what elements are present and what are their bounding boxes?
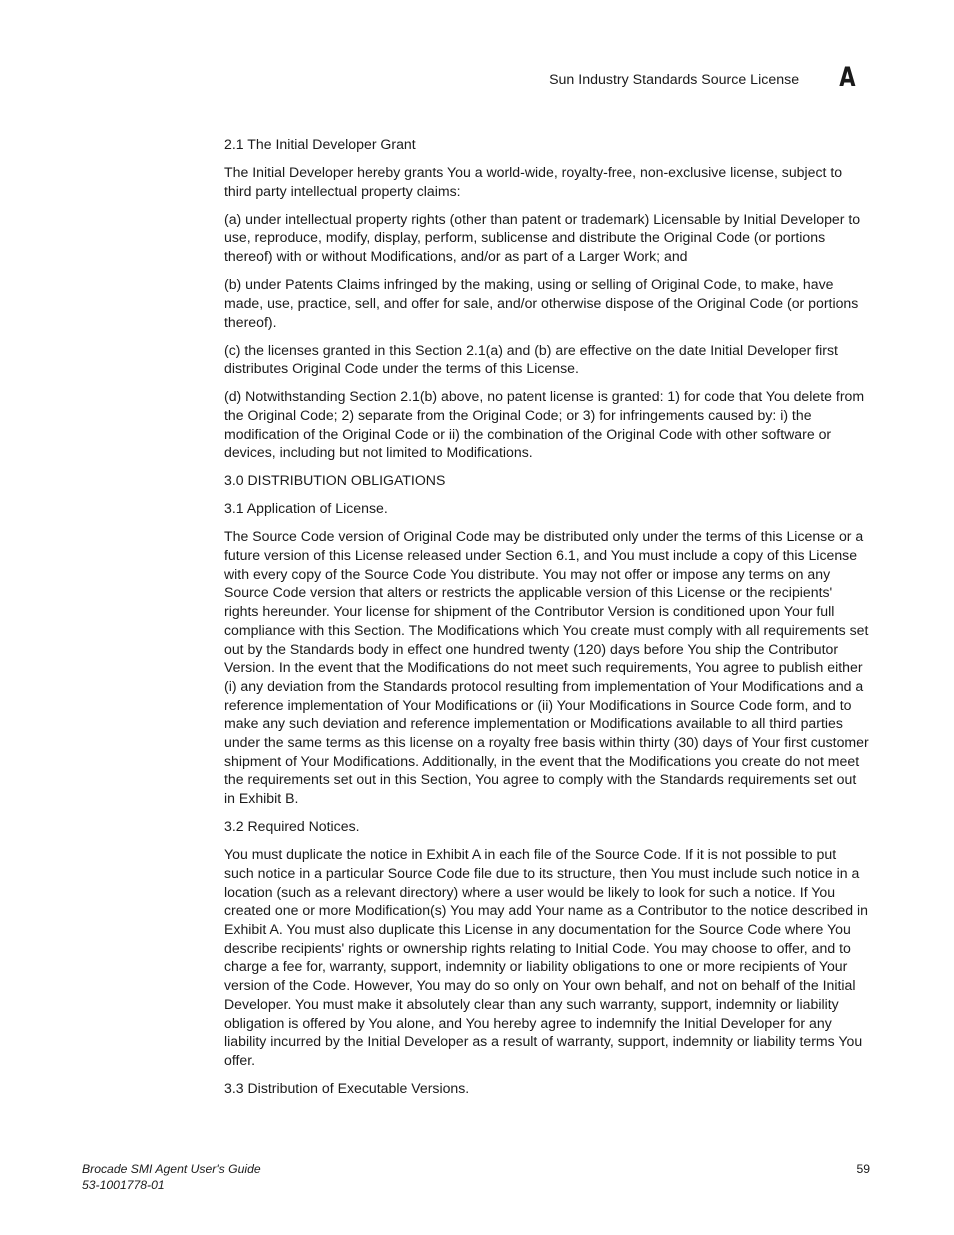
running-header	[549, 62, 858, 93]
section-heading-3-0: 3.0 DISTRIBUTION OBLIGATIONS	[224, 472, 446, 489]
paragraph-grant-a: (a) under intellectual property rights (other than patent or trademark) Licensable by Initial Developer to use, reproduce, modify, display, perform, sublicense and distribute the Original Code (or portions thereof) with or without Modifications, and/or as part of a Larger Work; and	[224, 210, 861, 265]
paragraph-grant-c: (c) the licenses granted in this Section 2.1(a) and (b) are effective on the date Initial Developer first distributes Original Code under the terms of this License.	[224, 341, 838, 377]
paragraph-grant-intro: The Initial Developer hereby grants You a world-wide, royalty-free, non-exclusive license, subject to third party intellectual property claims:	[224, 164, 843, 199]
section-heading-3-1: 3.1 Application of License.	[224, 500, 388, 517]
appendix-letter: A	[839, 62, 856, 93]
paragraph-application-of-license: The Source Code version of Original Code may be distributed only under the terms of this License or a future version of this License released under Section 6.1, and You must include a copy of this License with every copy of the Source Code You distribute. You may not offer or impose any terms on any Source Code version that alters or restricts the applicable version of this License or the recipients' rights hereunder. Your license for shipment of the Contributor Version is conditioned upon Your full compliance with this Section. The Modifications which You create must comply with all requirements set out by the Standards body in effect one hundred twenty (120) days before You ship the Contributor Version. In the event that the Modifications do not meet such requirements, You agree to publish either (i) any deviation from the Standards protocol resulting from implementation of Your Modifications and a reference implementation of Your Modifications or (ii) Your Modifications in Source Code form, and to make any such deviation and reference implementation or Modifications available to all third parties under the same terms as this license on a royalty free basis within thirty (30) days of Your first customer shipment of Your Modifications. Additionally, in the event that the Modifications you create do not meet the requirements set out in this Section, You agree to comply with the Standards requirements set out in Exhibit B.	[224, 528, 869, 807]
header-title: Sun Industry Standards Source License	[549, 71, 800, 88]
page-body	[224, 135, 869, 1107]
footer-doc-number: 53-1001778-01	[82, 1177, 165, 1192]
section-heading-2-1: 2.1 The Initial Developer Grant	[224, 136, 416, 152]
section-heading-3-2: 3.2 Required Notices.	[224, 818, 360, 835]
paragraph-grant-d: (d) Notwithstanding Section 2.1(b) above, no patent license is granted: 1) for code that You delete from the Original Code; 2) separate from the Original Code; or 3) for infringements caused by: i) the modification of the Original Code or ii) the combination of the Original Code with other software or devices, including but not limited to Modifications.	[224, 388, 865, 461]
footer-doc-title: Brocade SMI Agent User's Guide	[82, 1162, 261, 1176]
paragraph-grant-b: (b) under Patents Claims infringed by the making, using or selling of Original Code, to make, have made, use, practice, sell, and offer for sale, and/or otherwise dispose of the Original Code (or portions thereof).	[224, 276, 859, 330]
section-heading-3-3: 3.3 Distribution of Executable Versions.	[224, 1079, 470, 1096]
page-footer	[82, 1162, 870, 1193]
paragraph-required-notices: You must duplicate the notice in Exhibit A in each file of the Source Code. If it is not possible to put such notice in a particular Source Code file due to its structure, then You must include such notice in a location (such as a relevant directory) where a user would be likely to look for such a notice. If You created one or more Modification(s) You may add Your name as a Contributor to the notice described in Exhibit A. You must also duplicate this License in any documentation for the Source Code where You describe recipients' rights or ownership rights relating to Initial Code. You may choose to offer, and to charge a fee for, warranty, support, indemnity or liability obligations to one or more recipients of Your version of the Code. However, You may do so only on Your own behalf, and not on behalf of the Initial Developer. You must make it absolutely clear than any such warranty, support, indemnity or liability obligation is offered by You alone, and You hereby agree to indemnify the Initial Developer for any liability incurred by the Initial Developer as a result of warranty, support, indemnity or liability terms You offer.	[224, 846, 868, 1068]
page-number: 59	[856, 1162, 870, 1176]
